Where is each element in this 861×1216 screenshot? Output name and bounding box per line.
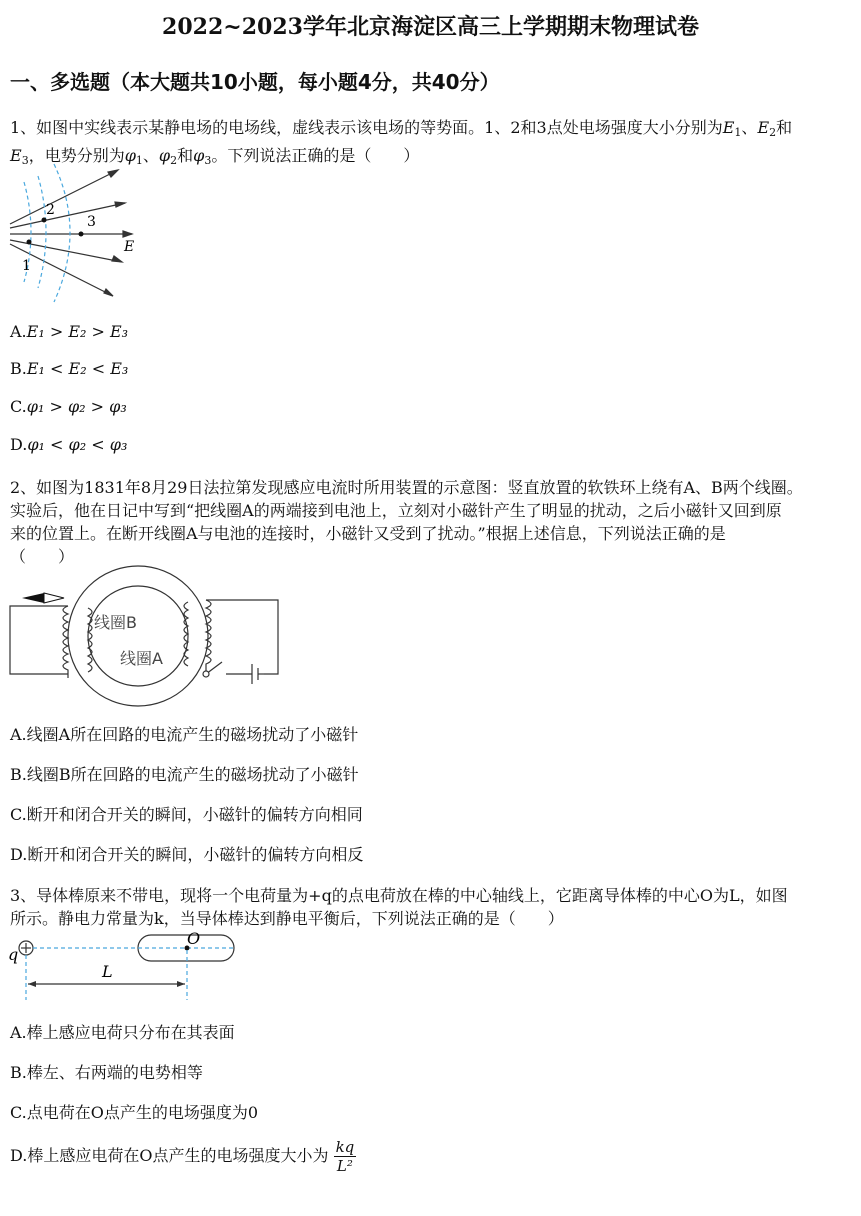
label-o: O — [187, 929, 201, 948]
option-expr: φ₁ > φ₂ > φ₃ — [26, 397, 127, 416]
fraction-kq-over-l2 — [334, 1138, 357, 1175]
q3-line-1: 3、导体棒原来不带电，现将一个电荷量为+q的点电荷放在棒的中心轴线上，它距离导体棒的中心O为L，如图 — [10, 886, 788, 905]
question-1-text: 1、如图中实线表示某静电场的电场线，虚线表示该电场的等势面。1、2和3点处电场强度大小分别为$E_1$、$E_2$和 $E_3$，电势分别为$\varphi_1$、$\varphi_2$和$\varphi_3$。下列说法正确的是（ ） — [10, 118, 793, 167]
point-1 — [27, 240, 32, 245]
q2-option-a[interactable]: A.线圈A所在回路的电流产生的磁场扰动了小磁针 — [10, 725, 359, 744]
label-coil-b: 线圈B — [94, 613, 137, 632]
q2-line-1: 2、如图为1831年8月29日法拉第发现感应电流时所用装置的示意图：竖直放置的软铁环上绕有A、B两个线圈。 — [10, 478, 803, 497]
q2-line-3: 来的位置上。在断开线圈A与电池的连接时，小磁针又受到了扰动。”根据上述信息，下列说法正确的是 — [10, 524, 726, 543]
faraday-ring-figure — [8, 562, 284, 710]
q1-option-d[interactable] — [10, 434, 127, 456]
coil-a — [184, 602, 188, 666]
question-3-text — [10, 884, 850, 930]
q2-line-2: 实验后，他在日记中写到“把线圈A的两端接到电池上，立刻对小磁针产生了明显的扰动，之后小磁针又回到原 — [10, 501, 782, 520]
q1-option-b[interactable] — [10, 358, 128, 380]
option-letter: C. — [10, 397, 27, 416]
equipotential-line — [54, 164, 70, 302]
point-3 — [79, 232, 84, 237]
q3-option-a[interactable]: A.棒上感应电荷只分布在其表面 — [10, 1023, 235, 1042]
q3-option-d[interactable] — [10, 1138, 356, 1175]
page-title: 2022~2023学年北京海淀区高三上学期期末物理试卷 — [162, 14, 699, 40]
option-expr: E₁ < E₂ < E₃ — [26, 359, 129, 378]
section-heading: 一、多选题（本大题共10小题，每小题4分，共40分） — [10, 70, 500, 94]
option-expr: φ₁ < φ₂ < φ₃ — [27, 435, 128, 454]
iron-ring-outer — [68, 566, 208, 706]
option-text: D.棒上感应电荷在O点产生的电场强度大小为 — [10, 1146, 329, 1165]
q2-option-b[interactable]: B.线圈B所在回路的电流产生的磁场扰动了小磁针 — [10, 765, 359, 784]
label-1: 1 — [22, 258, 31, 274]
label-3: 3 — [87, 214, 96, 230]
option-letter: D. — [10, 435, 28, 454]
q3-option-b[interactable]: B.棒左、右两端的电势相等 — [10, 1063, 203, 1082]
q3-option-c[interactable]: C.点电荷在O点产生的电场强度为0 — [10, 1103, 259, 1122]
fraction-denominator: L² — [336, 1157, 353, 1175]
conductor-rod-figure — [6, 928, 242, 1004]
iron-ring-inner — [88, 586, 188, 686]
option-letter: A. — [10, 322, 27, 341]
point-2 — [42, 218, 47, 223]
label-l: L — [102, 962, 113, 981]
coil-b — [63, 606, 68, 678]
q1-text-a: 1、如图中实线表示某静电场的电场线，虚线表示该电场的等势面。1、2和3点处电场强度大小分别为 — [10, 118, 723, 137]
q1-text-b: ，电势分别为 — [28, 146, 125, 165]
q2-option-c[interactable]: C.断开和闭合开关的瞬间，小磁针的偏转方向相同 — [10, 805, 363, 824]
q2-line-4: （ ） — [10, 547, 75, 566]
question-2-text — [10, 476, 850, 568]
label-q: q — [8, 945, 19, 964]
compass-needle-icon — [22, 593, 44, 603]
option-expr: E₁ > E₂ > E₃ — [26, 322, 129, 341]
label-2: 2 — [46, 202, 55, 218]
coil-a-circuit — [206, 600, 278, 674]
option-letter: B. — [10, 359, 27, 378]
q3-line-2: 所示。静电力常量为k，当导体棒达到静电平衡后，下列说法正确的是（ ） — [10, 909, 564, 928]
coil-b-circuit — [10, 606, 68, 674]
q1-option-c[interactable] — [10, 396, 127, 418]
q1-option-a[interactable] — [10, 321, 128, 343]
q2-option-d[interactable]: D.断开和闭合开关的瞬间，小磁针的偏转方向相反 — [10, 845, 364, 864]
equipotential-line — [38, 176, 46, 288]
fraction-numerator: kq — [335, 1138, 355, 1156]
label-coil-a: 线圈A — [120, 649, 163, 668]
label-e: E — [124, 239, 135, 255]
q1-text-c: 。下列说法正确的是（ ） — [211, 146, 420, 165]
electric-field-figure — [8, 162, 148, 304]
